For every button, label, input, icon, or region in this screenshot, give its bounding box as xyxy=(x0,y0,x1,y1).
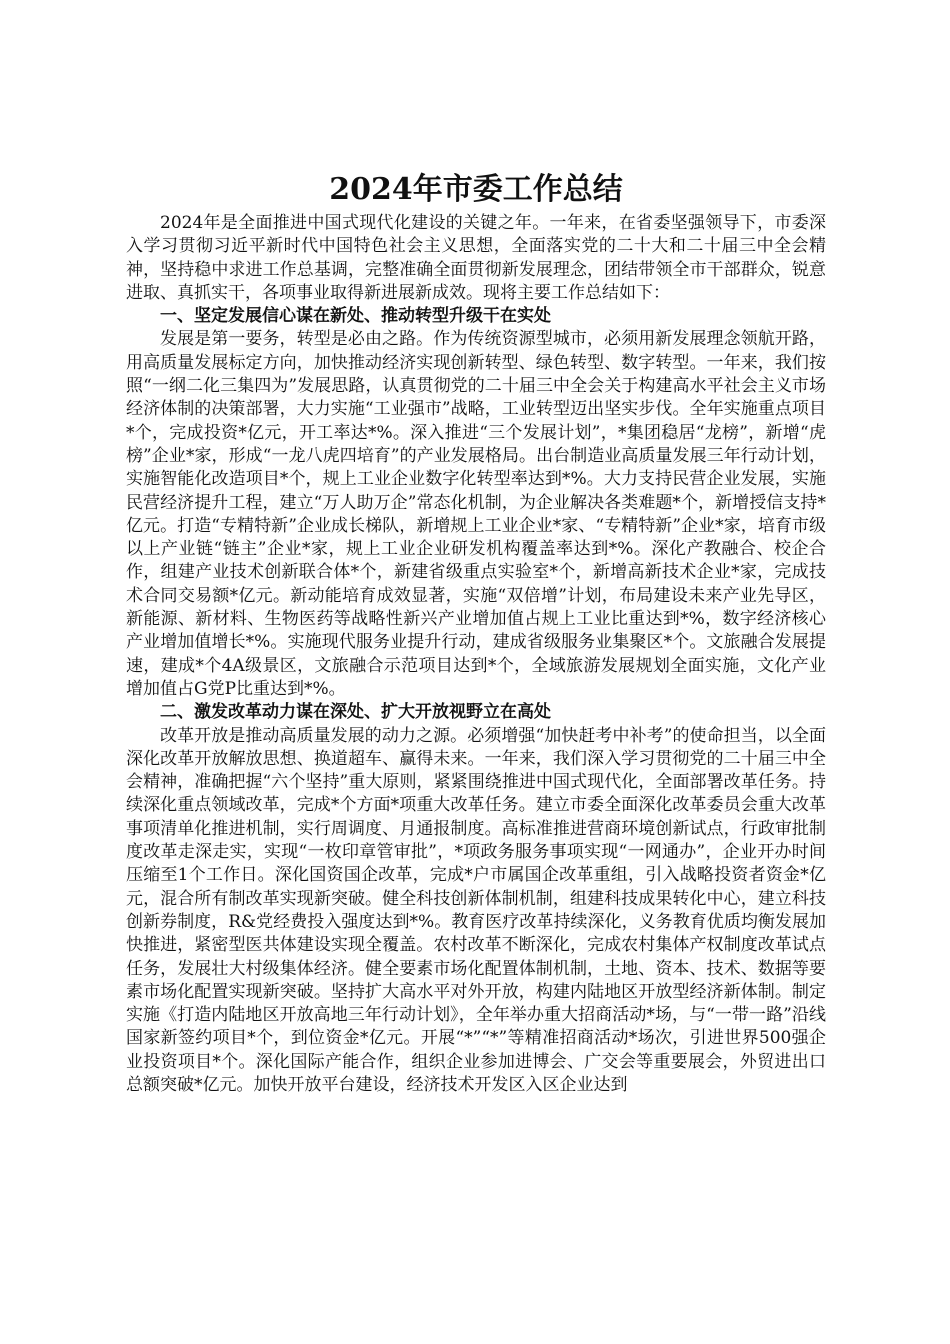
section-2 xyxy=(126,701,826,1097)
intro-paragraph: 2024年是全面推进中国式现代化建设的关键之年。一年来，在省委坚强领导下，市委深入学习贯彻习近平新时代中国特色社会主义思想，全面落实党的二十大和二十届三中全会精神，坚持稳中求进工作总基调，完整准确全面贯彻新发展理念，团结带领全市干部群众，锐意进取、真抓实干，各项事业取得新进展新成效。现将主要工作总结如下： xyxy=(126,213,826,303)
section-heading: 二、激发改革动力谋在深处、扩大开放视野立在高处 xyxy=(160,702,551,723)
section-heading: 一、坚定发展信心谋在新处、推动转型升级干在实处 xyxy=(160,306,551,327)
section-1 xyxy=(126,305,826,701)
section-body: 发展是第一要务，转型是必由之路。作为传统资源型城市，必须用新发展理念领航开路，用高质量发展标定方向，加快推动经济实现创新转型、绿色转型、数字转型。一年来，我们按照“一纲二化三集四为”发展思路，认真贯彻党的二十届三中全会关于构建高水平社会主义市场经济体制的决策部署，大力实施“工业强市”战略，工业转型迈出坚实步伐。全年实施重点项目*个，完成投资*亿元，开工率达*%。深入推进“三个发展计划”，*集团稳居“龙榜”，新增“虎榜”企业*家，形成“一龙八虎四培育”的产业发展格局。出台制造业高质量发展三年行动计划，实施智能化改造项目*个，规上工业企业数字化转型率达到*%。大力支持民营企业发展，实施民营经济提升工程，建立“万人助万企”常态化机制，为企业解决各类难题*个，新增授信支持*亿元。打造“专精特新”企业成长梯队，新增规上工业企业*家、“专精特新”企业*家，培育市级以上产业链“链主”企业*家，规上工业企业研发机构覆盖率达到*%。深化产教融合、校企合作，组建产业技术创新联合体*个，新建省级重点实验室*个，新增高新技术企业*家，完成技术合同交易额*亿元。新动能培育成效显著，实施“双倍增”计划，布局建设未来产业先导区，新能源、新材料、生物医药等战略性新兴产业增加值占规上工业比重达到*%，数字经济核心产业增加值增长*%。实施现代服务业提升行动，建成省级服务业集聚区*个。文旅融合发展提速，建成*个4A级景区，文旅融合示范项目达到*个，全域旅游发展规划全面实施，文化产业增加值占G党P比重达到*%。 xyxy=(126,329,826,699)
section-body: 改革开放是推动高质量发展的动力之源。必须增强“加快赶考中补考”的使命担当，以全面深化改革开放解放思想、换道超车、赢得未来。一年来，我们深入学习贯彻党的二十届三中全会精神，准确把握“六个坚持”重大原则，紧紧围绕推进中国式现代化，全面部署改革任务。持续深化重点领域改革，完成*个方面*项重大改革任务。建立市委全面深化改革委员会重大改革事项清单化推进机制，实行周调度、月通报制度。高标准推进营商环境创新试点，行政审批制度改革走深走实，实现“一枚印章管审批”，*项政务服务事项实现“一网通办”，企业开办时间压缩至1个工作日。深化国资国企改革，完成*户市属国企改革重组，引入战略投资者资金*亿元，混合所有制改革实现新突破。健全科技创新体制机制，组建科技成果转化中心，建立科技创新券制度，R&党经费投入强度达到*%。教育医疗改革持续深化，义务教育优质均衡发展加快推进，紧密型医共体建设实现全覆盖。农村改革不断深化，完成农村集体产权制度改革试点任务，发展壮大村级集体经济。健全要素市场化配置体制机制，土地、资本、技术、数据等要素市场化配置实现新突破。坚持扩大高水平对外开放，构建内陆地区开放型经济新体制。制定实施《打造内陆地区开放高地三年行动计划》，全年举办重大招商活动*场，与“一带一路”沿线国家新签约项目*个，到位资金*亿元。开展“*”“*”等精准招商活动*场次，引进世界500强企业投资项目*个。深化国际产能合作，组织企业参加进博会、广交会等重要展会，外贸进出口总额突破*亿元。加快开放平台建设，经济技术开发区入区企业达到 xyxy=(126,725,826,1095)
document-page xyxy=(126,168,826,1097)
document-title: 2024年市委工作总结 xyxy=(329,172,623,207)
